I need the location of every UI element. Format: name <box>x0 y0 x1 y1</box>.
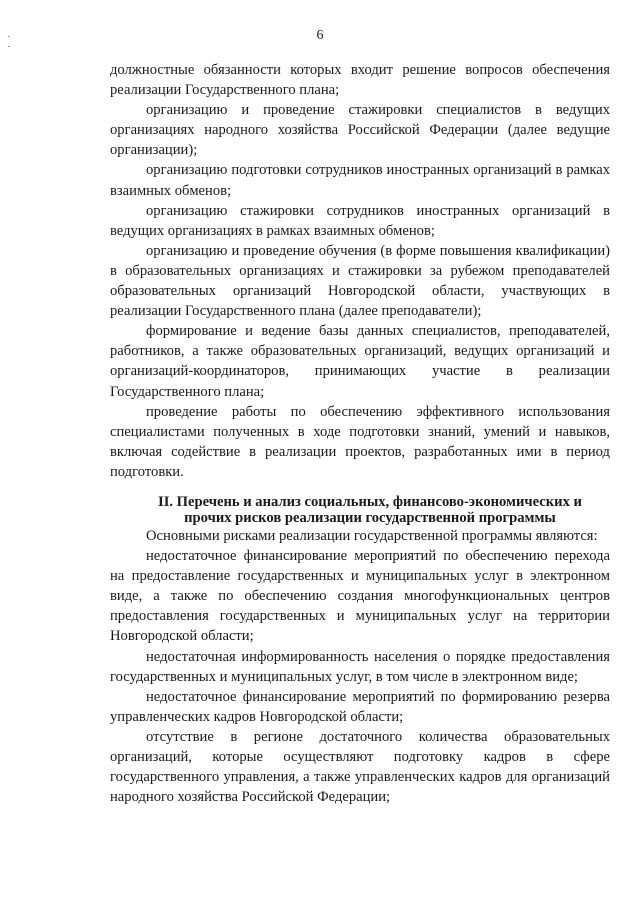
paragraph: Основными рисками реализации государственной программы являются: <box>146 527 598 544</box>
paragraph: организацию и проведение стажировки специалистов в ведущих организациях народного хозяйства Российской Федерации (далее ведущие организации); <box>110 102 610 159</box>
section-heading-line: II. Перечень и анализ социальных, финансово-экономических и <box>158 493 582 510</box>
page-number: 6 <box>316 28 324 43</box>
scan-mark <box>8 46 10 47</box>
paragraph: организацию подготовки сотрудников иностранных организаций в рамках взаимных обменов; <box>110 162 610 199</box>
paragraph: отсутствие в регионе достаточного количества образовательных организаций, которые осуществляют подготовку кадров в сфере государственного управления, а также управленческих кадров для организаций народного хозяйства Российской Федерации; <box>110 728 610 806</box>
section-heading <box>110 494 610 526</box>
paragraph: организацию и проведение обучения (в форме повышения квалификации) в образовательных организациях и стажировки за рубежом преподавателей образовательных организаций Новгородской области, участвующих в реализации Государственного плана (далее преподаватели); <box>110 242 610 320</box>
document-body <box>110 60 610 807</box>
paragraph: недостаточное финансирование мероприятий по формированию резерва управленческих кадров Новгородской области; <box>110 688 610 725</box>
paragraph: недостаточная информированность населения о порядке предоставления государственных и муниципальных услуг, в том числе в электронном виде; <box>110 648 610 685</box>
section-heading-line: прочих рисков реализации государственной программы <box>184 509 556 526</box>
paragraph: формирование и ведение базы данных специалистов, преподавателей, работников, а также образовательных организаций, ведущих организаций и организаций-координаторов, принимающих участие в реализации Государственного плана; <box>110 323 610 400</box>
paragraph: недостаточное финансирование мероприятий по обеспечению перехода на предоставление государственных и муниципальных услуг в электронном виде, а также по обеспечению создания многофункциональных центров предоставления государственных и муниципальных услуг на территории Новгородской области; <box>110 548 610 645</box>
paragraph: организацию стажировки сотрудников иностранных организаций в ведущих организациях в рамках взаимных обменов; <box>110 202 610 239</box>
paragraph: должностные обязанности которых входит решение вопросов обеспечения реализации Государственного плана; <box>110 62 610 99</box>
paragraph: проведение работы по обеспечению эффективного использования специалистами полученных в ходе подготовки знаний, умений и навыков, включая содействие в реализации проектов, разработанных ими в период подготовки. <box>110 403 610 480</box>
